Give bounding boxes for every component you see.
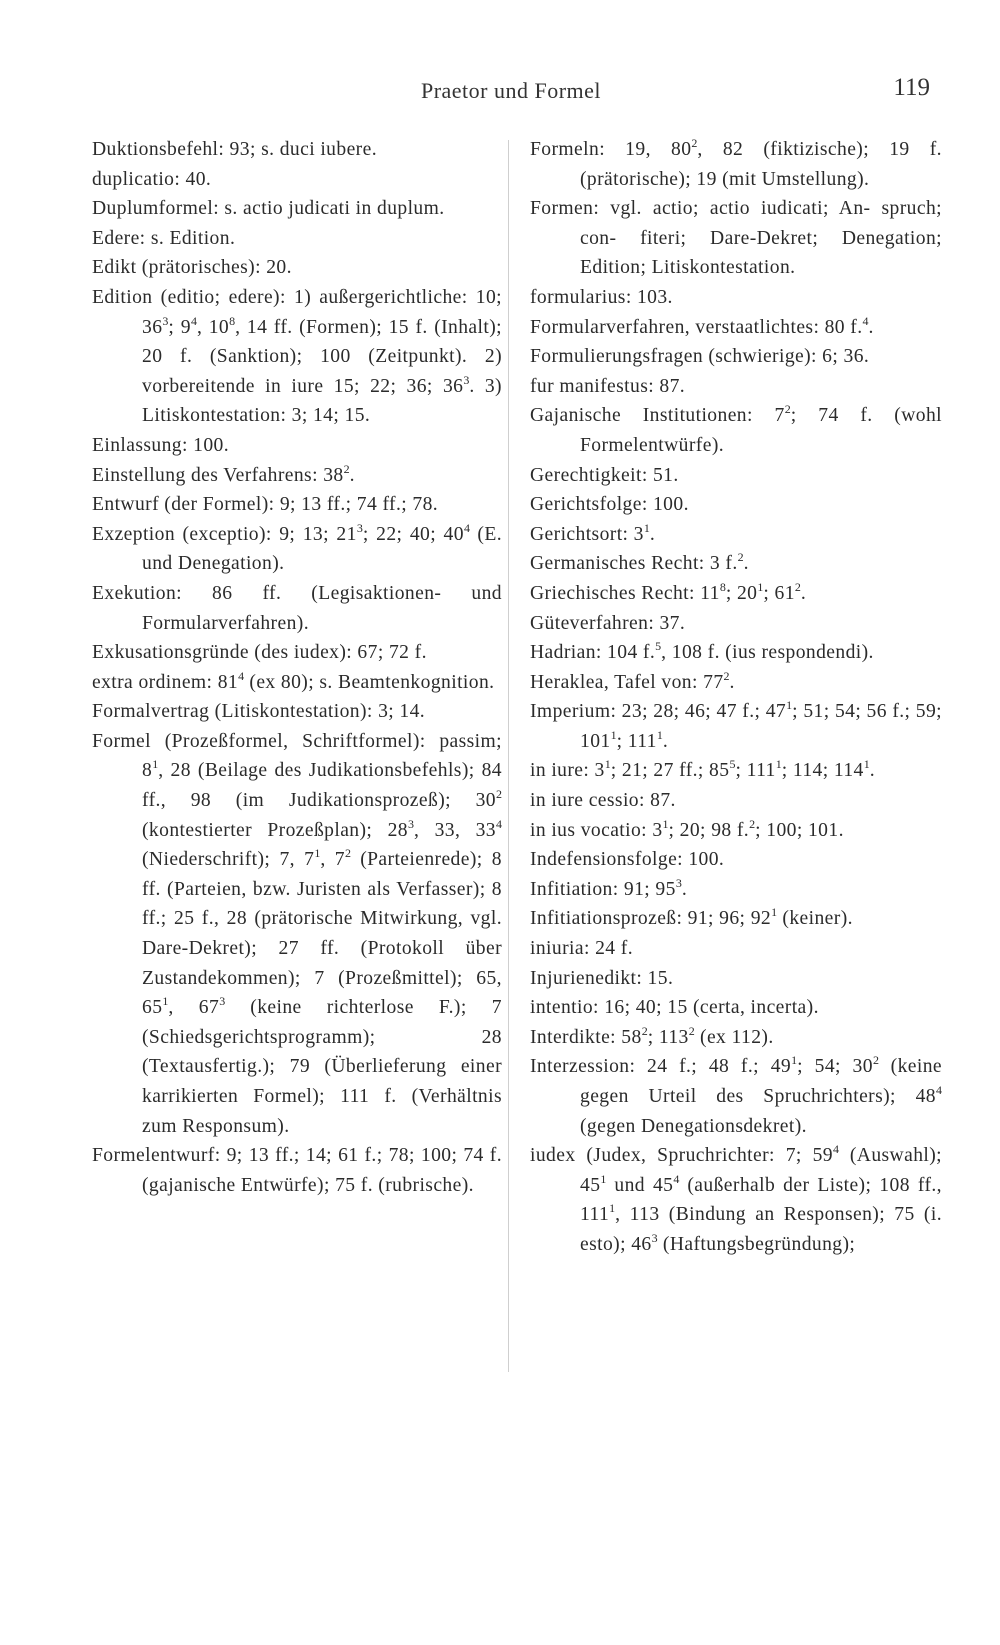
index-entry: Edition (editio; edere): 1) außergerichtliche: 10; $36^3$; $9^4$, $10^8$, 14 ff. (Formen); 15 f. (Inhalt); 20 f. (Sanktion); 100 (Zeitpunkt). 2) vorbereitende in iure 15; 22; 36; $36^3$. 3) Litiskontestation: 3; 14; 15. (92, 286, 502, 427)
column-divider (508, 140, 509, 1372)
index-entry: Imperium: 23; 28; 46; 47 f.; $47^1$; 51; 54; 56 f.; 59; $101^1$; $111^1$. (530, 698, 943, 752)
index-entry: Einstellung des Verfahrens: $38^2$. (92, 461, 355, 486)
page-number: 119 (893, 74, 930, 101)
index-entry: Formeln: 19, $80^2$, 82 (fiktizische); 19 f. (prätorische); 19 (mit Umstellung). (530, 136, 942, 190)
index-entry: Edikt (prätorisches): 20. (92, 257, 292, 279)
index-entry: iudex (Judex, Spruchrichter: 7; $59^4$ (Auswahl); $45^1$ und $45^4$ (außerhalb der Liste); 108 ff., $111^1$, 113 (Bindung an Responsen); 75 (i. esto); $46^3$ (Haftungsbegründung); (530, 1142, 943, 1255)
index-entry: Injurienedikt: 15. (530, 967, 674, 989)
index-entry: Entwurf (der Formel): 9; 13 ff.; 74 ff.; 78. (92, 494, 439, 516)
index-entry: Hadrian: 104 f.$^5$, 108 f. (ius respondendi). (530, 639, 874, 664)
index-entry: Infitiation: 91; $95^3$. (530, 875, 688, 900)
index-entry: Germanisches Recht: 3 f.$^2$. (530, 550, 749, 575)
index-entry: Formularverfahren, verstaatlichtes: 80 f.$^4$. (530, 313, 874, 338)
index-entry: Duplumformel: s. actio judicati in duplum. (92, 198, 445, 220)
index-entry: fur manifestus: 87. (530, 375, 686, 397)
index-entry: intentio: 16; 40; 15 (certa, incerta). (530, 997, 819, 1019)
index-entry: Griechisches Recht: $11^8$; $20^1$; $61^2$. (530, 579, 807, 604)
index-entry: Infitiationsprozeß: 91; 96; $92^1$ (keiner). (530, 905, 853, 930)
index-entry: Duktionsbefehl: 93; s. duci iubere. (92, 139, 377, 160)
index-entry: Formel (Prozeßformel, Schriftformel): passim; $8^1$, 28 (Beilage des Judikationsbefehls); 84 ff., 98 (im Judikationsprozeß); $30^2$ (kontestierter Prozeßplan); $28^3$, 33, $33^4$ (Niederschrift); 7, $7^1$, $7^2$ (Parteienrede); 8 ff. (Parteien, bzw. Juristen als Verfasser); 8 ff.; 25 f., 28 (prätorische Mitwirkung, vgl. Dare-Dekret); 27 ff. (Protokoll über Zustandekommen); 7 (Prozeßmittel); 65, $65^1$, $67^3$ (keine richterlose F.); 7 (Schiedsgerichtsprogramm); 28 (Textausfertig.); 79 (Überlieferung einer karrikierten Formel); 111 f. (Verhältnis zum Responsum). (92, 730, 502, 1137)
running-title: Praetor und Formel (420, 78, 602, 103)
index-entry: Güteverfahren: 37. (530, 612, 686, 634)
index-entry: Formen: vgl. actio; actio iudicati; An- spruch; con- fiteri; Dare-Dekret; Denegation; Edition; Litiskontestation. (530, 198, 942, 279)
index-entry: Exekution: 86 ff. (Legisaktionen- und Formularverfahren). (92, 582, 502, 634)
running-head (92, 74, 930, 110)
index-entry: Formelentwurf: 9; 13 ff.; 14; 61 f.; 78; 100; 74 f. (gajanische Entwürfe); 75 f. (rubrische). (92, 1145, 502, 1196)
index-entry: Gajanische Institutionen: $7^2$; 74 f. (wohl Formelentwürfe). (530, 402, 942, 456)
index-entry: extra ordinem: $81^4$ (ex 80); s. Beamtenkognition. (92, 668, 495, 693)
index-column-right (530, 135, 942, 1260)
index-entry: Gerichtsort: $3^1$. (530, 520, 656, 545)
index-entry: formularius: 103. (530, 286, 673, 308)
index-entry: Formalvertrag (Litiskontestation): 3; 14. (92, 701, 426, 723)
index-entry: in iure: $3^1$; 21; 27 ff.; $85^5$; $111^1$; 114; $114^1$. (530, 757, 876, 782)
index-entry: Gerechtigkeit: 51. (530, 464, 679, 486)
index-entry: Indefensionsfolge: 100. (530, 849, 725, 871)
index-entry: Heraklea, Tafel von: $77^2$. (530, 668, 735, 693)
index-entry: duplicatio: 40. (92, 168, 212, 190)
index-entry: Interzession: 24 f.; 48 f.; $49^1$; 54; $30^2$ (keine gegen Urteil des Spruchrichters); $48^4$ (gegen Denegationsdekret). (530, 1053, 942, 1137)
index-column-left (92, 135, 502, 1200)
index-entry: Gerichtsfolge: 100. (530, 494, 689, 516)
index-entry: Einlassung: 100. (92, 434, 230, 456)
index-entry: Exzeption (exceptio): 9; 13; $21^3$; 22; 40; $40^4$ (E. und Denegation). (92, 520, 502, 575)
index-entry: Interdikte: $58^2$; $113^2$ (ex 112). (530, 1023, 774, 1048)
index-entry: in ius vocatio: $3^1$; 20; 98 f.$^2$; 100; 101. (530, 816, 844, 841)
index-entry: Formulierungsfragen (schwierige): 6; 36. (530, 346, 870, 368)
index-entry: iniuria: 24 f. (530, 938, 634, 960)
index-entry: Exkusationsgründe (des iudex): 67; 72 f. (92, 642, 427, 664)
index-entry: in iure cessio: 87. (530, 790, 676, 812)
index-entry: Edere: s. Edition. (92, 227, 236, 249)
